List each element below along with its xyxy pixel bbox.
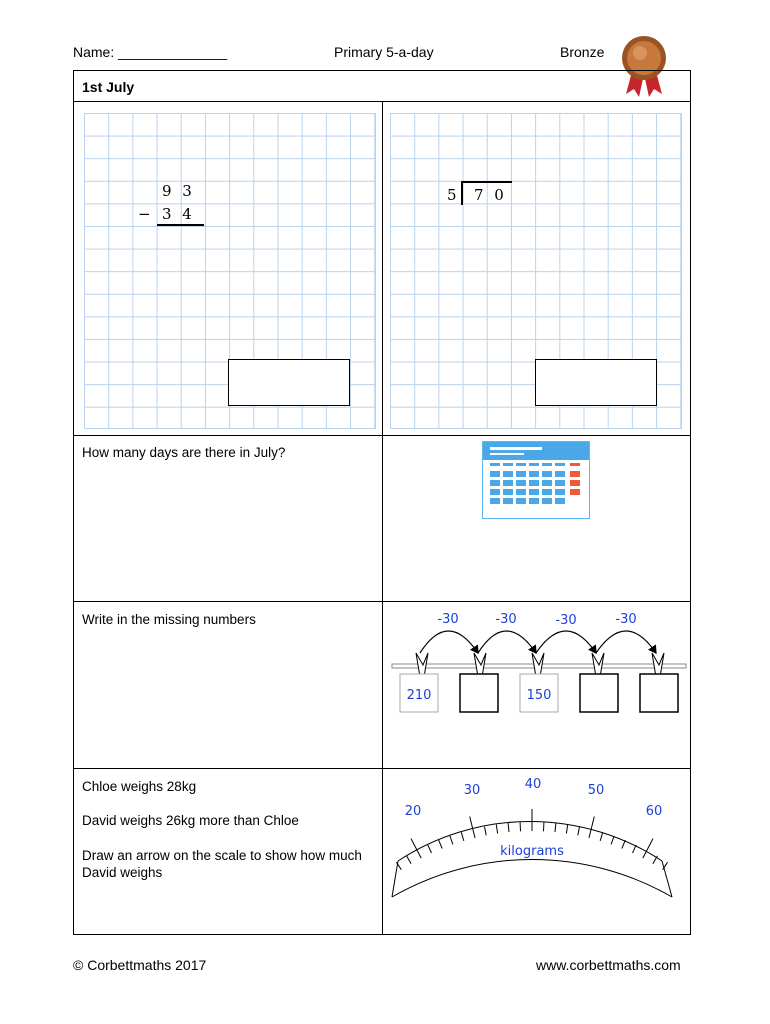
scale-label-30: 30 [463,783,481,798]
level-label: Bronze [560,44,605,60]
weighing-scale [386,771,690,921]
subtraction-bottom-number: 3 4 [162,205,195,223]
scale-minor-tick [600,832,603,841]
scale-major-tick [470,817,475,838]
jump-arrow-3 [536,631,596,653]
card-3-value: 150 [526,688,552,703]
question-david-weight: David weighs 26kg more than Chloe [82,813,299,828]
card-5-blank [640,674,678,712]
scale-minor-tick [622,840,625,848]
jump-arrow-4 [596,631,656,653]
division-bracket-vertical [461,181,463,205]
card-2-blank [460,674,498,712]
jump-label-1: -30 [437,612,459,627]
question-missing-numbers: Write in the missing numbers [82,612,256,627]
calendar-icon [482,441,590,519]
question-draw-arrow: Draw an arrow on the scale to show how much David weighs [82,848,362,880]
jump-label-2: -30 [495,612,517,627]
answer-box-subtraction[interactable] [228,359,350,406]
scale-unit-label: kilograms [500,844,564,859]
website-link[interactable]: www.corbettmaths.com [536,957,681,973]
scale-major-tick [589,817,594,838]
subtraction-underline [157,224,204,226]
scale-minor-tick [496,825,497,834]
scale-label-40: 40 [524,777,542,792]
worksheet-table [73,70,691,935]
scale-major-tick [643,839,653,859]
scale-minor-tick [428,845,432,853]
jump-label-4: -30 [615,612,637,627]
peg-3 [532,653,544,677]
minus-sign: − [138,205,151,223]
scale-minor-tick [439,840,442,848]
scale-label-20: 20 [404,804,422,819]
scale-label-50: 50 [587,783,605,798]
name-label: Name: ______________ [73,44,228,60]
card-4-blank [580,674,618,712]
scale-minor-tick [611,836,614,845]
jump-label-3: -30 [555,613,577,628]
scale-minor-tick [461,832,464,841]
division-bracket-top [461,181,512,183]
scale-minor-tick [566,825,567,834]
scale-minor-tick [407,856,412,864]
scale-minor-tick [633,845,637,853]
scale-minor-tick [555,823,556,832]
dividend: 7 0 [474,186,507,204]
card-1-value: 210 [406,688,432,703]
answer-box-division[interactable] [535,359,657,406]
scale-minor-tick [508,823,509,832]
scale-minor-tick [578,827,580,836]
scale-minor-tick [485,827,487,836]
date-label: 1st July [82,79,135,95]
scale-minor-tick [450,836,453,845]
copyright: © Corbettmaths 2017 [73,957,207,973]
peg-1 [416,653,428,677]
scale-ticks [396,809,667,870]
scale-labels [405,777,663,819]
divisor: 5 [447,186,457,204]
question-days-in-july: How many days are there in July? [82,445,286,460]
worksheet-title: Primary 5-a-day [334,44,434,60]
jump-arrow-2 [478,631,536,653]
question-chloe-weight: Chloe weighs 28kg [82,779,197,794]
scale-label-60: 60 [645,804,663,819]
subtraction-top-number: 9 3 [162,182,195,200]
number-line-washing-line [386,603,690,767]
jump-arrow-1 [420,631,478,653]
